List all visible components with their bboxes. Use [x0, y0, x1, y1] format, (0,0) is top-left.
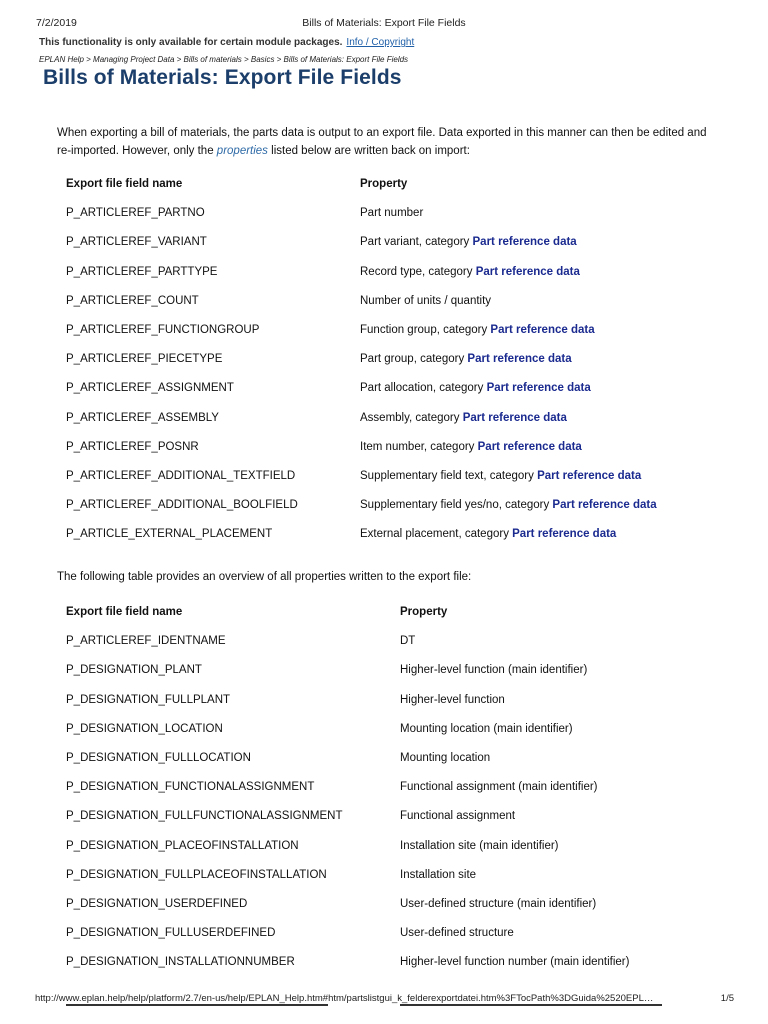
field-name-cell: P_ARTICLEREF_ASSIGNMENT: [66, 382, 234, 395]
property-cell: [400, 869, 476, 881]
column-header-field: Export file field name: [66, 178, 183, 190]
property-cell: [400, 956, 629, 968]
property-text: External placement, category: [360, 528, 513, 541]
property-cell: [400, 752, 490, 764]
footer-url: http://www.eplan.help/help/platform/2.7/en-us/help/EPLAN_Help.htm#htm/partslistgui_k_felderexportdatei.htm%3FTocPath%3DGuida%2520EPL…: [35, 993, 654, 1004]
property-cell: [360, 441, 582, 453]
field-name-cell: P_DESIGNATION_USERDEFINED: [66, 897, 248, 910]
property-cell: [360, 295, 491, 307]
property-cell: [360, 499, 657, 511]
cut-off-text-field: [66, 1004, 328, 1006]
property-cell: [360, 412, 567, 424]
property-cell: [360, 528, 616, 540]
property-text: Assembly, category: [360, 411, 463, 424]
property-text: Higher-level function (main identifier): [400, 664, 588, 677]
field-name-cell: P_ARTICLEREF_POSNR: [66, 440, 199, 453]
property-text: Item number, category: [360, 440, 478, 453]
info-copyright-link[interactable]: Info / Copyright: [346, 37, 415, 48]
property-text: Part allocation, category: [360, 382, 487, 395]
property-cell: [400, 723, 573, 735]
property-text: Installation site (main identifier): [400, 839, 559, 852]
property-cell: [360, 266, 580, 278]
property-cell: [360, 207, 423, 219]
property-text: Part number: [360, 207, 424, 220]
property-text: Number of units / quantity: [360, 294, 492, 307]
property-text: Record type, category: [360, 265, 476, 278]
property-text: Part variant, category: [360, 236, 473, 249]
intro-paragraph: [57, 124, 717, 160]
property-text: User-defined structure: [400, 927, 514, 940]
properties-link[interactable]: properties: [216, 145, 268, 157]
field-name-cell: P_DESIGNATION_FULLLOCATION: [66, 751, 251, 764]
notice-text: This functionality is only available for certain module packages.: [39, 37, 343, 48]
property-text: DT: [400, 635, 416, 648]
property-text: Mounting location: [400, 751, 491, 764]
field-name-cell: P_DESIGNATION_PLANT: [66, 664, 202, 677]
property-cell: [400, 898, 596, 910]
property-text: User-defined structure (main identifier): [400, 897, 597, 910]
category-link[interactable]: Part reference data: [552, 499, 657, 512]
field-name-cell: P_ARTICLEREF_COUNT: [66, 294, 199, 307]
field-name-cell: P_DESIGNATION_FULLPLACEOFINSTALLATION: [66, 868, 327, 881]
property-cell: [400, 635, 415, 647]
property-text: Function group, category: [360, 323, 491, 336]
field-name-cell: P_DESIGNATION_FULLPLANT: [66, 693, 231, 706]
category-link[interactable]: Part reference data: [477, 440, 582, 453]
property-cell: [400, 927, 514, 939]
property-cell: [360, 470, 641, 482]
property-cell: [400, 694, 505, 706]
category-link[interactable]: Part reference data: [512, 528, 617, 541]
intro-text-before: When exporting a bill of materials, the parts data is output to an export file. Data exported in this manner can then be edited and re-imported. However, only the: [57, 127, 707, 157]
breadcrumb: EPLAN Help > Managing Project Data > Bills of materials > Basics > Bills of Materials: Export File Fields: [39, 55, 409, 64]
property-text: Supplementary field text, category: [360, 469, 538, 482]
property-text: Installation site: [400, 868, 477, 881]
cut-off-text-property: [400, 1004, 662, 1006]
property-cell: [360, 236, 577, 248]
field-name-cell: P_DESIGNATION_FULLUSERDEFINED: [66, 927, 276, 940]
intro-text-after: listed below are written back on import:: [267, 145, 470, 157]
field-name-cell: P_ARTICLEREF_ADDITIONAL_TEXTFIELD: [66, 469, 296, 482]
page-number: 1/5: [720, 993, 734, 1004]
column-header-field: Export file field name: [66, 606, 183, 618]
property-text: Supplementary field yes/no, category: [360, 499, 553, 512]
field-name-cell: P_ARTICLEREF_ASSEMBLY: [66, 411, 219, 424]
property-text: Functional assignment: [400, 810, 516, 823]
field-name-cell: P_DESIGNATION_PLACEOFINSTALLATION: [66, 839, 299, 852]
property-text: Part group, category: [360, 353, 468, 366]
category-link[interactable]: Part reference data: [462, 411, 567, 424]
field-name-cell: P_DESIGNATION_LOCATION: [66, 722, 223, 735]
category-link[interactable]: Part reference data: [472, 236, 577, 249]
property-text: Higher-level function: [400, 693, 505, 706]
property-cell: [400, 810, 515, 822]
page-title: Bills of Materials: Export File Fields: [43, 66, 402, 89]
overview-paragraph: The following table provides an overview of all properties written to the export file:: [57, 571, 472, 583]
field-name-cell: P_ARTICLEREF_ADDITIONAL_BOOLFIELD: [66, 499, 298, 512]
field-name-cell: P_ARTICLEREF_VARIANT: [66, 236, 207, 249]
print-date: 7/2/2019: [36, 17, 77, 29]
field-name-cell: P_DESIGNATION_INSTALLATIONNUMBER: [66, 956, 295, 969]
column-header-property: Property: [400, 606, 448, 618]
category-link[interactable]: Part reference data: [490, 323, 595, 336]
category-link[interactable]: Part reference data: [467, 353, 572, 366]
property-cell: [400, 840, 559, 852]
property-cell: [400, 781, 598, 793]
cut-off-row: [66, 1004, 666, 1010]
field-name-cell: P_ARTICLEREF_PIECETYPE: [66, 353, 223, 366]
property-text: Mounting location (main identifier): [400, 722, 573, 735]
field-name-cell: P_ARTICLEREF_FUNCTIONGROUP: [66, 323, 260, 336]
module-notice: [39, 37, 414, 48]
category-link[interactable]: Part reference data: [486, 382, 591, 395]
field-name-cell: P_ARTICLEREF_PARTTYPE: [66, 265, 218, 278]
field-name-cell: P_DESIGNATION_FULLFUNCTIONALASSIGNMENT: [66, 810, 343, 823]
field-name-cell: P_DESIGNATION_FUNCTIONALASSIGNMENT: [66, 781, 315, 794]
property-cell: [400, 664, 587, 676]
field-name-cell: P_ARTICLE_EXTERNAL_PLACEMENT: [66, 528, 273, 541]
print-title: Bills of Materials: Export File Fields: [302, 17, 466, 29]
column-header-property: Property: [360, 178, 408, 190]
category-link[interactable]: Part reference data: [537, 469, 642, 482]
property-cell: [360, 353, 572, 365]
category-link[interactable]: Part reference data: [475, 265, 580, 278]
property-text: Functional assignment (main identifier): [400, 781, 598, 794]
field-name-cell: P_ARTICLEREF_IDENTNAME: [66, 635, 226, 648]
property-text: Higher-level function number (main identifier): [400, 956, 630, 969]
field-name-cell: P_ARTICLEREF_PARTNO: [66, 207, 205, 220]
property-cell: [360, 324, 595, 336]
property-cell: [360, 382, 591, 394]
